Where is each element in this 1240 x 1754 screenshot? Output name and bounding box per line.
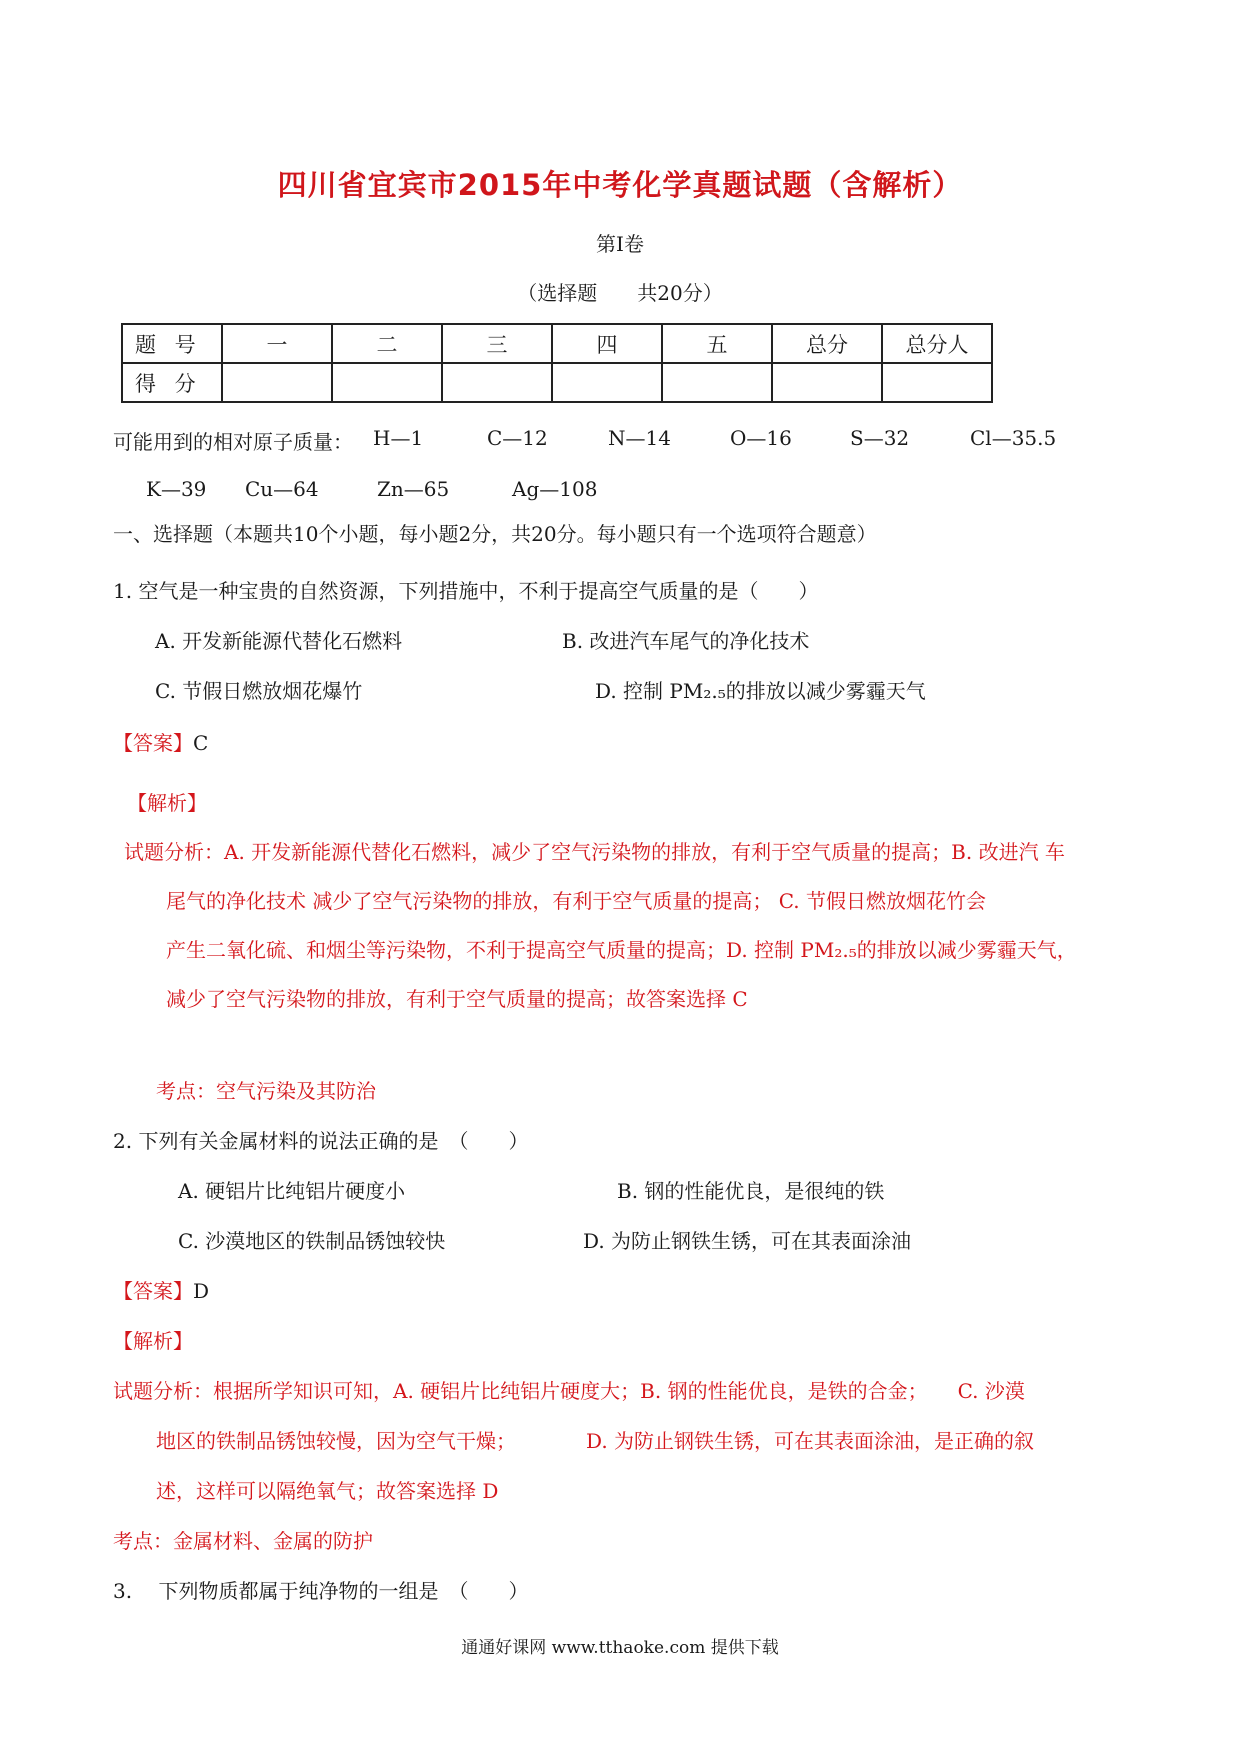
- score-cell-1[interactable]: [222, 363, 332, 402]
- atomic-mass-s: S—32: [850, 426, 910, 450]
- atomic-mass-n: N—14: [608, 426, 671, 450]
- score-table-col-1: 一: [222, 324, 332, 363]
- answer-value: D: [193, 1279, 210, 1303]
- score-table-col-5: 五: [662, 324, 772, 363]
- atomic-mass-cl: Cl—35.5: [970, 426, 1057, 450]
- question-1-analysis-label: 【解析】: [127, 791, 207, 815]
- score-table-col-total: 总分: [772, 324, 882, 363]
- atomic-mass-k: K—39: [146, 477, 207, 501]
- score-cell-total[interactable]: [772, 363, 882, 402]
- score-table-col-grader: 总分人: [882, 324, 992, 363]
- question-1-analysis-line-3: 产生二氧化硫、和烟尘等污染物，不利于提高空气质量的提高；D. 控制 PM₂.₅的排放以减少雾霾天气，: [166, 938, 1077, 962]
- atomic-mass-h: H—1: [373, 426, 424, 450]
- volume-heading: 第Ⅰ卷: [596, 232, 644, 256]
- atomic-mass-label: 可能用到的相对原子质量：: [113, 430, 353, 454]
- question-2-knowledge-point: 考点：金属材料、金属的防护: [113, 1529, 373, 1553]
- question-1-option-a: A. 开发新能源代替化石燃料: [155, 629, 403, 653]
- question-2-option-c: C. 沙漠地区的铁制品锈蚀较快: [178, 1229, 446, 1253]
- question-2-analysis-line-1: 试题分析：根据所学知识可知，A. 硬铝片比纯铝片硬度大；B. 钢的性能优良，是铁的合金； C. 沙漠: [113, 1379, 1025, 1403]
- answer-value: C: [193, 731, 209, 755]
- question-1-analysis-line-4: 减少了空气污染物的排放，有利于空气质量的提高；故答案选择 C: [166, 987, 748, 1011]
- atomic-mass-c: C—12: [487, 426, 548, 450]
- atomic-mass-ag: Ag—108: [512, 477, 598, 501]
- question-2-analysis-label: 【解析】: [113, 1329, 193, 1353]
- question-1-analysis-line-1: 试题分析：A. 开发新能源代替化石燃料，减少了空气污染物的排放，有利于空气质量的提高；B. 改进汽 车: [124, 840, 1065, 864]
- volume-subheading: （选择题 共20分）: [517, 281, 723, 305]
- question-2-answer: [113, 1275, 209, 1304]
- question-1-option-c: C. 节假日燃放烟花爆竹: [155, 679, 363, 703]
- score-table-score-row: [122, 363, 992, 402]
- answer-label: 【答案】: [113, 1279, 193, 1303]
- question-1-option-d: D. 控制 PM₂.₅的排放以减少雾霾天气: [595, 679, 926, 703]
- document-title: 四川省宜宾市2015年中考化学真题试题（含解析）: [277, 168, 963, 202]
- answer-label: 【答案】: [113, 731, 193, 755]
- score-cell-4[interactable]: [552, 363, 662, 402]
- score-table: [121, 323, 993, 403]
- question-1-knowledge-point: 考点：空气污染及其防治: [156, 1079, 376, 1103]
- question-1-analysis-line-2: 尾气的净化技术 减少了空气污染物的排放，有利于空气质量的提高； C. 节假日燃放烟花竹会: [166, 889, 987, 913]
- atomic-mass-o: O—16: [730, 426, 792, 450]
- atomic-mass-zn: Zn—65: [377, 477, 450, 501]
- score-cell-grader[interactable]: [882, 363, 992, 402]
- score-table-col-3: 三: [442, 324, 552, 363]
- score-table-header-row: [122, 324, 992, 363]
- atomic-mass-cu: Cu—64: [245, 477, 319, 501]
- question-2-analysis-line-2: 地区的铁制品锈蚀较慢，因为空气干燥； D. 为防止钢铁生锈，可在其表面涂油，是正确的叙: [156, 1429, 1035, 1453]
- score-table-col-4: 四: [552, 324, 662, 363]
- score-cell-3[interactable]: [442, 363, 552, 402]
- question-2-option-d: D. 为防止钢铁生锈，可在其表面涂油: [583, 1229, 912, 1253]
- question-2-option-a: A. 硬铝片比纯铝片硬度小: [178, 1179, 406, 1203]
- question-1-answer: [113, 727, 208, 756]
- question-2-analysis-line-3: 述，这样可以隔绝氧气；故答案选择 D: [156, 1479, 499, 1503]
- question-3-stem: 3. 下列物质都属于纯净物的一组是 （ ）: [113, 1579, 529, 1603]
- score-table-label-score: 得 分: [122, 363, 222, 402]
- section-heading: 一、选择题（本题共10个小题，每小题2分，共20分。每小题只有一个选项符合题意）: [113, 522, 877, 546]
- score-cell-2[interactable]: [332, 363, 442, 402]
- question-1-option-b: B. 改进汽车尾气的净化技术: [562, 629, 810, 653]
- question-1-stem: 1. 空气是一种宝贵的自然资源，下列措施中，不利于提高空气质量的是（ ）: [113, 579, 819, 603]
- score-table-label-question-number: 题 号: [122, 324, 222, 363]
- page-footer: 通通好课网 www.tthaoke.com 提供下载: [461, 1638, 779, 1658]
- question-2-option-b: B. 钢的性能优良，是很纯的铁: [617, 1179, 885, 1203]
- score-cell-5[interactable]: [662, 363, 772, 402]
- question-2-stem: 2. 下列有关金属材料的说法正确的是 （ ）: [113, 1129, 529, 1153]
- score-table-col-2: 二: [332, 324, 442, 363]
